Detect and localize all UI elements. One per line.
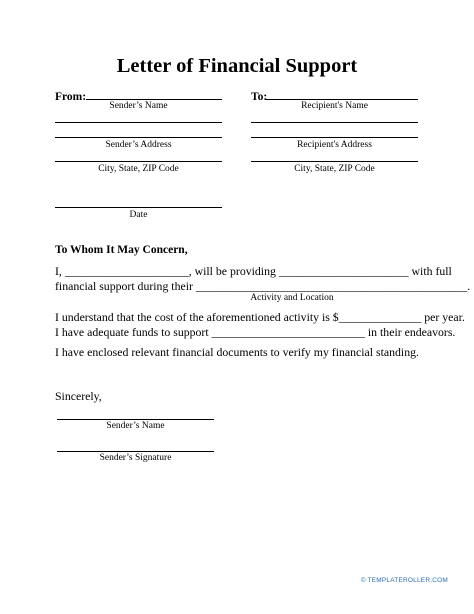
body-line-2 — [55, 279, 470, 293]
line1-start: I, — [55, 264, 65, 278]
date-line — [55, 207, 222, 208]
signature-name-caption: Sender’s Name — [106, 421, 165, 431]
date-caption: Date — [129, 210, 148, 220]
recipient-address-line-2 — [251, 137, 418, 138]
signature-name-line — [57, 419, 214, 420]
sender-name-caption: Sender’s Name — [109, 101, 168, 111]
student-name-blank: ______________________ — [278, 264, 409, 278]
recipient-city-line — [251, 161, 418, 162]
sender-address-line-2 — [55, 137, 222, 138]
sender-address-caption: Sender’s Address — [105, 140, 172, 150]
to-label: To: — [251, 91, 268, 103]
line2-end: . — [467, 279, 471, 293]
signature-line — [57, 451, 214, 452]
recipient-name-caption: Recipient's Name — [301, 101, 368, 111]
sender-city-line — [55, 161, 222, 162]
activity-blank: ______________________________________________ — [195, 279, 468, 293]
sender-name-line — [86, 99, 222, 100]
line4-end: in their endeavors. — [364, 325, 456, 339]
sender-city-caption: City, State, ZIP Code — [98, 164, 179, 174]
body-line-4 — [55, 325, 455, 339]
recipient-address-caption: Recipient's Address — [297, 140, 372, 150]
body-line-5: I have enclosed relevant financial documents to verify my financial standing. — [55, 345, 419, 359]
sender-address-line-1 — [55, 122, 222, 123]
recipient-address-line-1 — [251, 122, 418, 123]
footer-watermark: © TEMPLATEROLLER.COM — [360, 577, 448, 584]
signature-caption: Sender’s Signature — [99, 453, 172, 463]
recipient-city-caption: City, State, ZIP Code — [294, 164, 375, 174]
line1-end: with full — [408, 264, 452, 278]
document-title: Letter of Financial Support — [116, 55, 358, 77]
line2-start: financial support during their — [55, 279, 196, 293]
line3-start: I understand that the cost of the aforementioned activity is $ — [55, 310, 339, 324]
body-line-3 — [55, 310, 465, 324]
line1-middle: , will be providing — [188, 264, 279, 278]
line3-end: per year. — [421, 310, 465, 324]
body-line-1 — [55, 264, 452, 278]
recipient-name-line — [266, 99, 418, 100]
activity-caption: Activity and Location — [250, 293, 334, 303]
from-label: From: — [55, 91, 87, 103]
closing: Sincerely, — [55, 389, 102, 403]
provider-name-blank: _____________________ — [64, 264, 189, 278]
cost-blank: ______________ — [338, 310, 422, 324]
line4-start: I have adequate funds to support — [55, 325, 212, 339]
supported-name-blank: __________________________ — [211, 325, 365, 339]
salutation: To Whom It May Concern, — [55, 244, 188, 256]
